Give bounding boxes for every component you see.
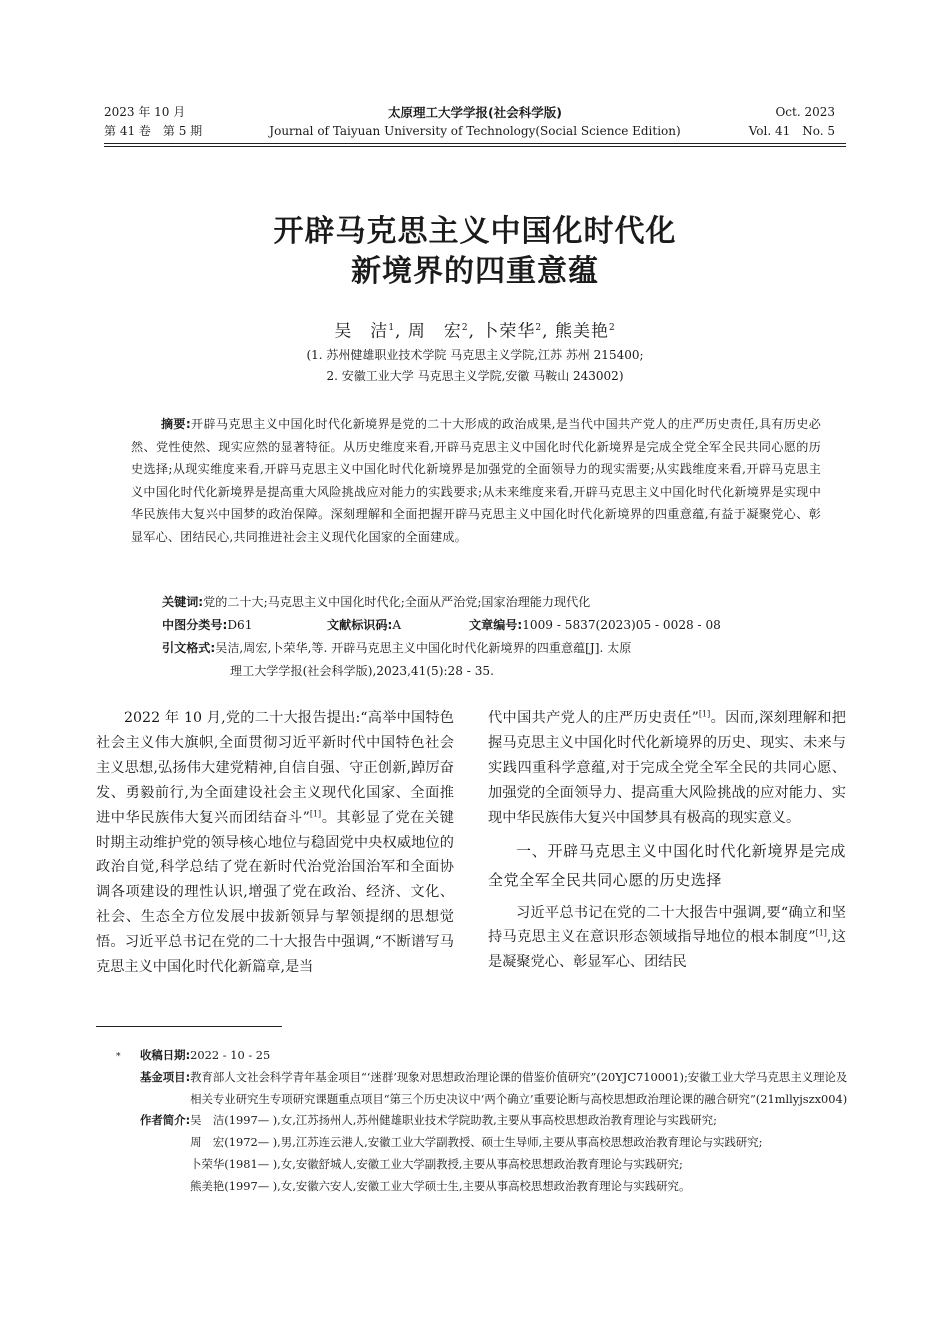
- fund-project: [118, 1067, 848, 1111]
- author-separator: ,: [468, 321, 475, 342]
- reference-mark: [1]: [698, 709, 711, 719]
- body-paragraph: [488, 901, 846, 976]
- author-bio: 周 宏(1972— ),男,江苏连云港人,安徽工业大学副教授、硕士生导师,主要从事高校思想政治教育理论与实践研究;: [190, 1135, 763, 1150]
- clc-label: 中图分类号:: [162, 618, 228, 632]
- abstract-text: 开辟马克思主义中国化时代化新境界是党的二十大形成的政治成果,是当代中国共产党人的庄严历史责任,具有历史必然、党性使然、现实应然的显著特征。从历史维度来看,开辟马克思主义中国化时代化新境界是完成全党全军全民共同心愿的历史选择;从现实维度来看,开辟马克思主义中国化时代化新境界是加强党的全面领导力的现实需要;从实践维度来看,开辟马克思主义中国化时代化新境界是提高重大风险挑战应对能力的实践要求;从未来维度来看,开辟马克思主义中国化时代化新境界是实现中华民族伟大复兴中国梦的政治保障。深刻理解和全面把握开辟马克思主义中国化时代化新境界的四重意蕴,有益于凝聚党心、彰显军心、团结民心,共同推进社会主义现代化国家的全面建成。: [131, 417, 821, 544]
- article-title-line2: 新境界的四重意蕴: [351, 254, 599, 289]
- footnote-rule: [96, 1026, 282, 1027]
- author-bio: 吴 洁(1997— ),女,江苏扬州人,苏州健雄职业技术学院助教,主要从事高校思想政治教育理论与实践研究;: [190, 1113, 717, 1128]
- body-text: ,这是凝聚党心、彰显军心、团结民: [488, 929, 846, 971]
- received-value: 2022 - 10 - 25: [190, 1048, 271, 1062]
- volume-issue-en: Vol. 41 No. 5: [748, 124, 835, 138]
- doc-code-label: 文献标识码:: [327, 618, 393, 632]
- journal-name-cn: 太原理工大学学报(社会科学版): [388, 105, 562, 120]
- citation-format: [162, 637, 822, 682]
- body-column-left: [96, 706, 454, 980]
- keywords-text: 党的二十大;马克思主义中国化时代化;全面从严治党;国家治理能力现代化: [203, 595, 591, 609]
- article-title-line1: 开辟马克思主义中国化时代化: [273, 214, 677, 249]
- header-rule: [104, 143, 846, 144]
- author-affiliation-mark: 2: [608, 323, 616, 333]
- body-text: 代中国共产党人的庄严历史责任”: [488, 710, 699, 726]
- citation-line1: 吴洁,周宏,卜荣华,等. 开辟马克思主义中国化时代化新境界的四重意蕴[J]. 太原: [215, 641, 632, 655]
- issue-date-volume-en: [749, 103, 835, 141]
- author-name: 吴 洁: [334, 321, 389, 342]
- body-text: 2022 年 10 月,党的二十大报告提出:“高举中国特色社会主义伟大旗帜,全面贯彻习近平新时代中国特色社会主义思想,弘扬伟大建党精神,自信自强、守正创新,踔厉奋发、勇毅前行,为全面建设社会主义现代化国家、全面推进中华民族伟大复兴而团结奋斗”: [96, 710, 454, 826]
- received-label: 收稿日期:: [140, 1048, 191, 1062]
- article-id-label: 文章编号:: [469, 618, 523, 632]
- article-id-value: 1009 - 5837(2023)05 - 0028 - 08: [522, 618, 721, 632]
- abstract: [131, 413, 821, 548]
- volume-issue: 第 41 卷 第 5 期: [104, 124, 203, 138]
- section-heading: 一、开辟马克思主义中国化时代化新境界是完成全党全军全民共同心愿的历史选择: [488, 841, 846, 889]
- article-title: [0, 212, 950, 292]
- issue-date: 2023 年 10 月: [104, 105, 186, 119]
- fund-value: 教育部人文社会科学青年基金项目“‘迷群’现象对思想政治理论课的借鉴价值研究”(20YJC710001);安徽工业大学马克思主义理论及相关专业研究生专项研究课题重点项目“第三个历史决议中‘两个确立’重要论断与高校思想政治理论课的融合研究”(21mllyjszx004): [190, 1069, 848, 1106]
- body-text: 。因而,深刻理解和把握马克思主义中国化时代化新境界的历史、现实、未来与实践四重科学意蕴,对于完成全党全军全民的共同心愿、加强党的全面领导力、提高重大风险挑战的应对能力、实现中华民族伟大复兴中国梦具有极高的现实意义。: [488, 710, 846, 826]
- author-name: 熊美艳: [554, 321, 609, 342]
- citation-line2: 理工大学学报(社会科学版),2023,41(5):28 - 35.: [230, 663, 494, 678]
- author-bios: [118, 1110, 848, 1197]
- author-affiliation-mark: 2: [461, 323, 469, 333]
- body-text: 习近平总书记在党的二十大报告中强调,要“确立和坚持马克思主义在意识形态领域指导地位的根本制度”: [488, 904, 846, 946]
- journal-name-en: Journal of Taiyuan University of Technology(Social Science Edition): [269, 124, 681, 138]
- bio-label: 作者简介:: [140, 1113, 191, 1128]
- reference-mark: [1]: [309, 808, 322, 818]
- author-affiliation-mark: 1: [388, 323, 396, 333]
- body-paragraph: [488, 706, 846, 831]
- keywords-label: 关键词:: [162, 595, 204, 609]
- author-list: [0, 315, 950, 345]
- author-affiliation-mark: 2: [535, 323, 543, 333]
- footnote-star: *: [116, 1052, 121, 1062]
- author-bio: 熊美艳(1997— ),女,安徽六安人,安徽工业大学硕士生,主要从事高校思想政治教育理论与实践研究。: [190, 1178, 691, 1193]
- issue-date-en: Oct. 2023: [775, 105, 835, 119]
- body-column-right: [488, 706, 846, 975]
- clc-value: D61: [227, 618, 253, 632]
- fund-label: 基金项目:: [140, 1069, 191, 1084]
- affiliation-1: (1. 苏州健雄职业技术学院 马克思主义学院,江苏 苏州 215400;: [306, 348, 644, 362]
- body-paragraph: [96, 706, 454, 980]
- author-name: 卜荣华: [481, 321, 536, 342]
- received-date: [118, 1045, 848, 1067]
- author-separator: ,: [395, 321, 402, 342]
- classification-line: [162, 614, 852, 637]
- author-name: 周 宏: [407, 321, 462, 342]
- affiliation-2: 2. 安徽工业大学 马克思主义学院,安徽 马鞍山 243002): [326, 369, 624, 383]
- reference-mark: [1]: [815, 928, 827, 938]
- author-separator: ,: [542, 321, 549, 342]
- abstract-label: 摘要:: [161, 417, 191, 431]
- affiliations: [0, 345, 950, 387]
- body-text: 。其彰显了党在关键时期主动维护党的领导核心地位与稳固党中央权威地位的政治自觉,科学总结了党在新时代治党治国治军和全面协调各项建设的理性认识,增强了党在政治、经济、文化、社会、生态全方位发展中拔新领异与挈领提纲的思想觉悟。习近平总书记在党的二十大报告中强调,“不断谱写马克思主义中国化时代化新篇章,是当: [96, 809, 454, 976]
- citation-label: 引文格式:: [162, 641, 216, 655]
- author-bio: 卜荣华(1981— ),女,安徽舒城人,安徽工业大学副教授,主要从事高校思想政治教育理论与实践研究;: [190, 1156, 683, 1171]
- header-rule-thin: [104, 146, 846, 147]
- doc-code-value: A: [392, 618, 402, 632]
- keywords: [162, 591, 590, 614]
- footnotes: [118, 1045, 848, 1198]
